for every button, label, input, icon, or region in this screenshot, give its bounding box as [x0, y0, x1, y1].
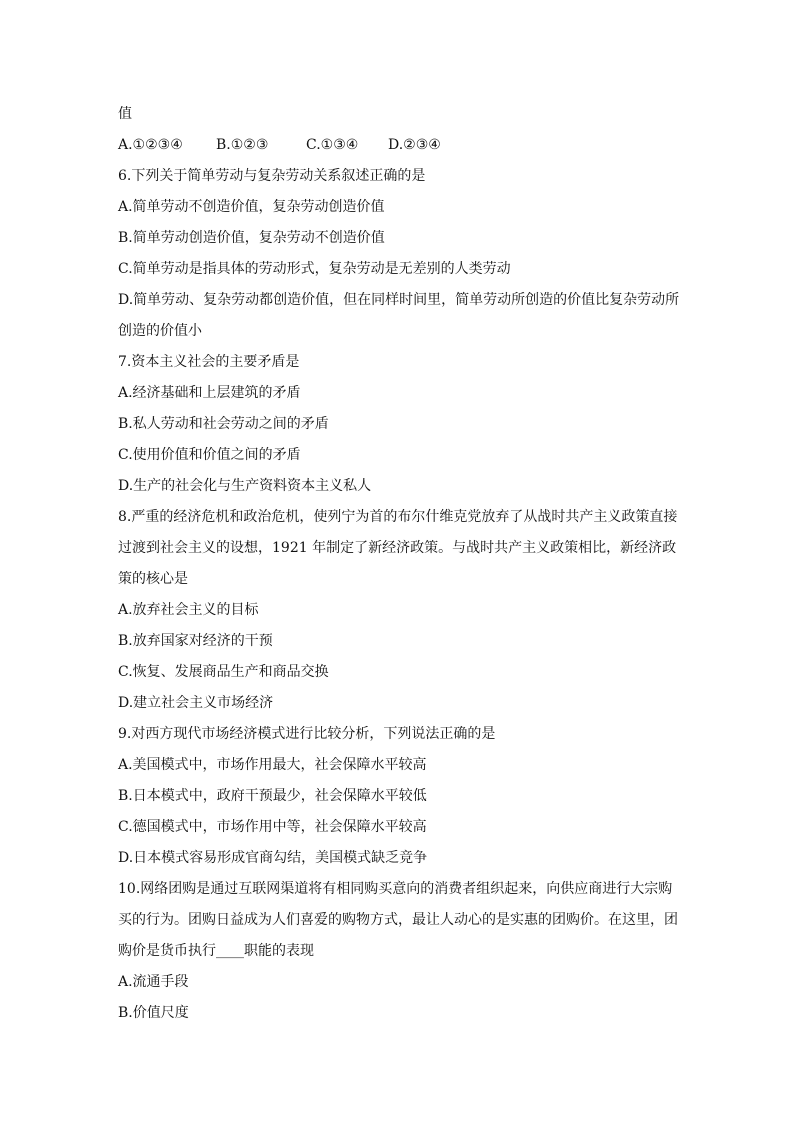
q9-option-a: A.美国模式中，市场作用最大，社会保障水平较高 — [118, 757, 427, 773]
q6-option-d-line1: D.简单劳动、复杂劳动都创造价值，但在同样时间里，简单劳动所创造的价值比复杂劳动所 — [118, 292, 680, 308]
q9-option-c: C.德国模式中，市场作用中等，社会保障水平较高 — [118, 819, 427, 835]
q8-option-a: A.放弃社会主义的目标 — [118, 602, 259, 618]
q9-option-d: D.日本模式容易形成官商勾结，美国模式缺乏竞争 — [118, 850, 428, 866]
q7-option-c: C.使用价值和价值之间的矛盾 — [118, 447, 301, 463]
q8-stem-line1: 8.严重的经济危机和政治危机，使列宁为首的布尔什维克党放弃了从战时共产主义政策直接 — [118, 509, 678, 525]
q5-option-d: D.②③④ — [388, 137, 441, 153]
q10-stem-line1: 10.网络团购是通过互联网渠道将有相同购买意向的消费者组织起来，向供应商进行大宗购 — [118, 881, 673, 897]
q7-option-a: A.经济基础和上层建筑的矛盾 — [118, 385, 301, 401]
q8-option-d: D.建立社会主义市场经济 — [118, 695, 274, 711]
q10-option-a: A.流通手段 — [118, 974, 189, 990]
q7-option-b: B.私人劳动和社会劳动之间的矛盾 — [118, 416, 329, 432]
q8-stem-line3: 策的核心是 — [118, 571, 188, 587]
q8-stem-line2: 过渡到社会主义的设想，1921 年制定了新经济政策。与战时共产主义政策相比，新经济政 — [118, 540, 677, 556]
continuation-text: 值 — [118, 106, 132, 122]
q8-option-c: C.恢复、发展商品生产和商品交换 — [118, 664, 329, 680]
q10-option-b: B.价值尺度 — [118, 1005, 189, 1021]
q9-option-b: B.日本模式中，政府干预最少，社会保障水平较低 — [118, 788, 427, 804]
q5-options — [118, 130, 690, 161]
q6-option-b: B.简单劳动创造价值，复杂劳动不创造价值 — [118, 230, 385, 246]
q6-option-d-line2: 创造的价值小 — [118, 323, 202, 339]
q10-stem-line3: 购价是货币执行____职能的表现 — [118, 943, 314, 959]
q6-stem: 6.下列关于简单劳动与复杂劳动关系叙述正确的是 — [118, 168, 426, 184]
q9-stem: 9.对西方现代市场经济模式进行比较分析，下列说法正确的是 — [118, 726, 496, 742]
q7-stem: 7.资本主义社会的主要矛盾是 — [118, 354, 300, 370]
q6-option-a: A.简单劳动不创造价值，复杂劳动创造价值 — [118, 199, 385, 215]
q5-option-a: A.①②③④ — [118, 137, 183, 153]
q7-option-d: D.生产的社会化与生产资料资本主义私人 — [118, 478, 372, 494]
q5-option-c: C.①③④ — [306, 137, 359, 153]
q5-option-b: B.①②③ — [216, 137, 269, 153]
question-content — [118, 99, 690, 1029]
q10-stem-line2: 买的行为。团购日益成为人们喜爱的购物方式，最让人动心的是实惠的团购价。在这里，团 — [118, 912, 678, 928]
q6-option-c: C.简单劳动是指具体的劳动形式，复杂劳动是无差别的人类劳动 — [118, 261, 511, 277]
q8-option-b: B.放弃国家对经济的干预 — [118, 633, 273, 649]
